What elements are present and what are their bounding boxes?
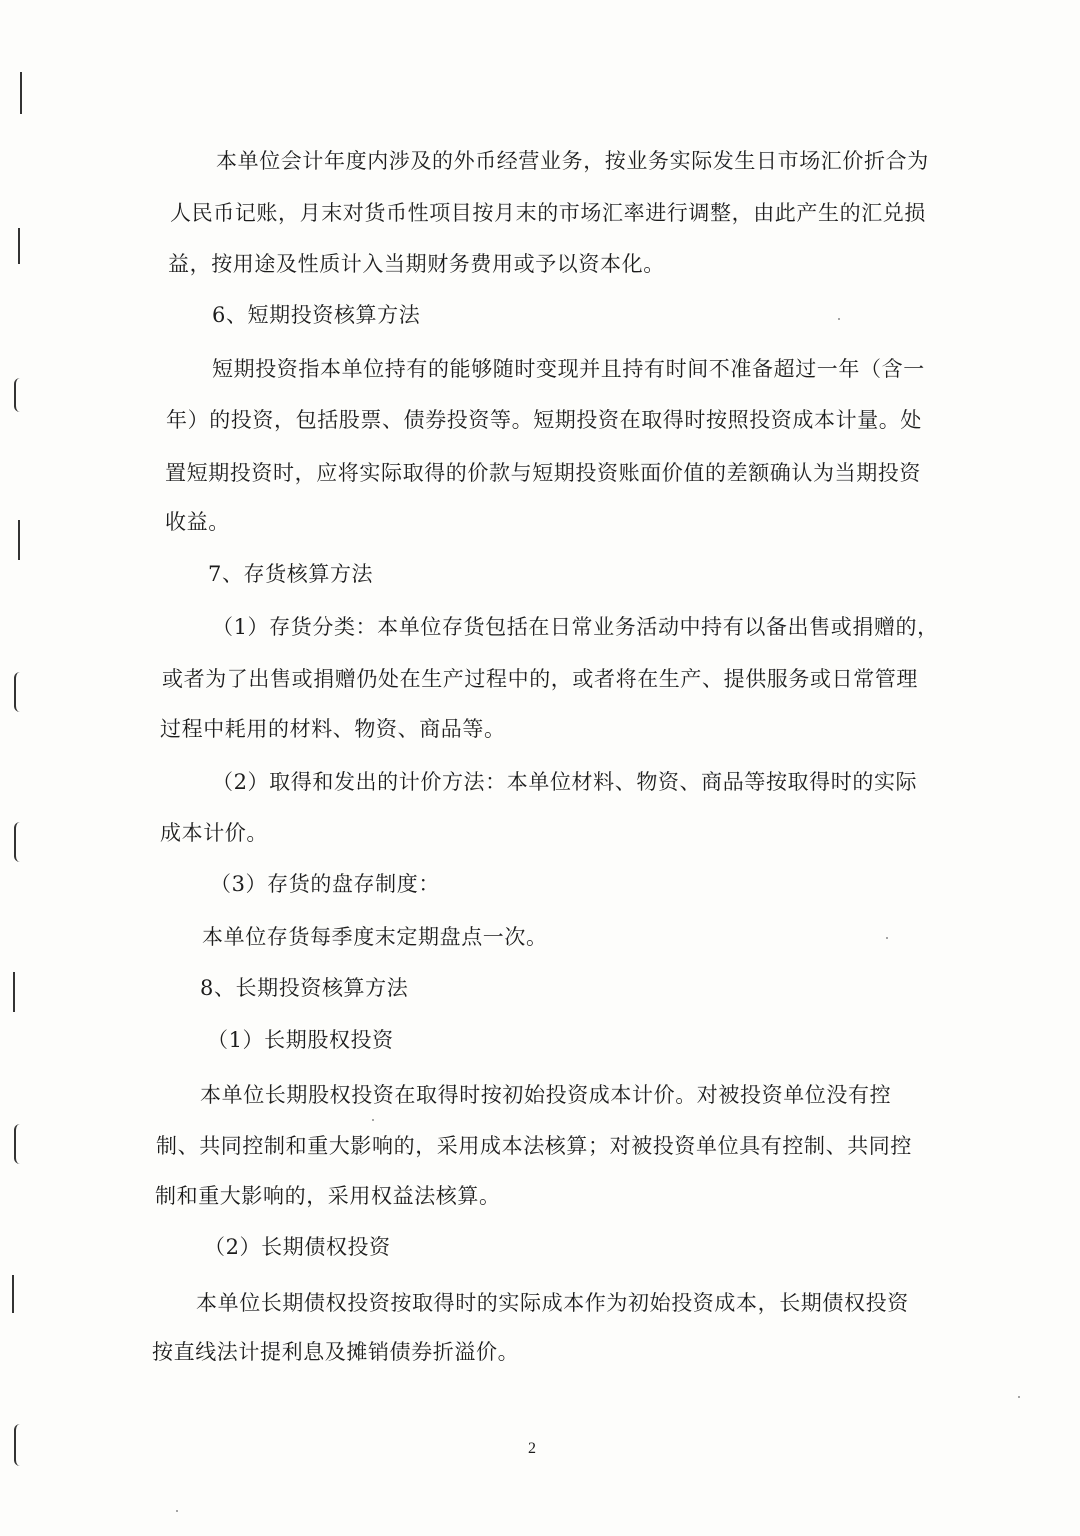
binding-mark	[14, 822, 22, 862]
binding-mark	[12, 1275, 14, 1313]
binding-mark	[14, 672, 22, 712]
page-number: 2	[528, 1440, 536, 1457]
paragraph-line: 人民币记账，月末对货币性项目按月末的市场汇率进行调整，由此产生的汇兑损	[170, 201, 926, 225]
section-heading: 8、长期投资核算方法	[200, 976, 409, 1000]
scan-speck	[838, 318, 840, 320]
scan-speck	[372, 1119, 374, 1121]
paragraph-line: 成本计价。	[160, 821, 268, 845]
paragraph-line: 年）的投资，包括股票、债券投资等。短期投资在取得时按照投资成本计量。处	[166, 408, 922, 432]
paragraph-line: 制和重大影响的，采用权益法核算。	[155, 1184, 501, 1208]
subsection-heading: （3）存货的盘存制度：	[210, 872, 440, 896]
paragraph-line: 本单位会计年度内涉及的外币经营业务，按业务实际发生日市场汇价折合为	[216, 149, 929, 173]
paragraph-line: 置短期投资时，应将实际取得的价款与短期投资账面价值的差额确认为当期投资	[165, 461, 921, 485]
paragraph-line: 或者为了出售或捐赠仍处在生产过程中的，或者将在生产、提供服务或日常管理	[162, 667, 918, 691]
binding-mark	[14, 1424, 22, 1466]
paragraph-line: 短期投资指本单位持有的能够随时变现并且持有时间不准备超过一年（含一	[212, 357, 925, 381]
paragraph-line: 按直线法计提利息及摊销债券折溢价。	[152, 1340, 520, 1364]
subsection-heading: （1）长期股权投资	[207, 1028, 394, 1052]
scan-speck	[176, 1510, 178, 1512]
paragraph-line: 过程中耗用的材料、物资、商品等。	[160, 717, 506, 741]
binding-mark	[18, 520, 20, 560]
paragraph-line: 收益。	[165, 510, 230, 534]
scan-speck	[886, 937, 888, 939]
binding-mark	[20, 72, 22, 114]
section-heading: 7、存货核算方法	[208, 562, 374, 586]
paragraph-line: （2）取得和发出的计价方法：本单位材料、物资、商品等按取得时的实际	[212, 770, 918, 794]
paragraph-line: （1）存货分类：本单位存货包括在日常业务活动中持有以备出售或捐赠的，	[212, 615, 939, 639]
paragraph-line: 本单位长期债权投资按取得时的实际成本作为初始投资成本，长期债权投资	[196, 1291, 909, 1315]
scan-speck	[1018, 1396, 1020, 1398]
binding-mark	[13, 972, 15, 1012]
paragraph-line: 本单位长期股权投资在取得时按初始投资成本计价。对被投资单位没有控	[200, 1083, 892, 1107]
paragraph-line: 本单位存货每季度末定期盘点一次。	[202, 925, 548, 949]
binding-mark	[14, 378, 22, 412]
binding-mark	[14, 1124, 22, 1164]
binding-mark	[18, 228, 20, 264]
section-heading: 6、短期投资核算方法	[212, 303, 421, 327]
paragraph-line: 制、共同控制和重大影响的，采用成本法核算；对被投资单位具有控制、共同控	[156, 1134, 912, 1158]
subsection-heading: （2）长期债权投资	[204, 1235, 391, 1259]
paragraph-line: 益，按用途及性质计入当期财务费用或予以资本化。	[168, 252, 665, 276]
